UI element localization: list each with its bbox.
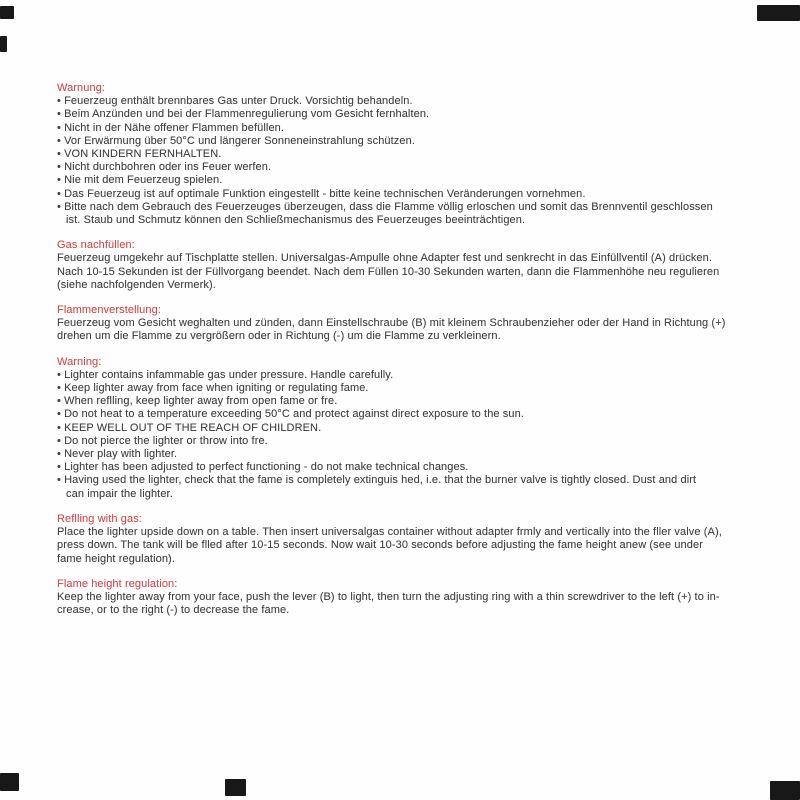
paragraph-line: Place the lighter upside down on a table. Then insert universalgas container without adapter frmly and vertically into the fller valve (A), bbox=[57, 526, 722, 539]
paragraph-line: Feuerzeug vom Gesicht weghalten und zünden, dann Einstellschraube (B) mit kleinem Schraubenzieher oder der Hand in Richtung (+) bbox=[57, 317, 726, 330]
section-heading: Warning: bbox=[57, 355, 102, 368]
paragraph-line: (siehe nachfolgenden Vermerk). bbox=[57, 278, 216, 291]
bullet-line: • Lighter has been adjusted to perfect functioning - do not make technical changes. bbox=[57, 461, 469, 474]
section-warning bbox=[57, 356, 767, 501]
paragraph-line: press down. The tank will be flled after 10-15 seconds. Now wait 10-30 seconds before adjusting the fame height anew (see under bbox=[57, 539, 703, 552]
section-heading: Reflling with gas: bbox=[57, 512, 142, 525]
section-heading: Flame height regulation: bbox=[57, 577, 178, 590]
section-flame-height-regulation bbox=[57, 578, 767, 618]
bullet-line: • Das Feuerzeug ist auf optimale Funktion eingestellt - bitte keine technischen Veränderungen vornehmen. bbox=[57, 187, 586, 200]
scan-mark-left-edge bbox=[0, 36, 7, 52]
paragraph-line: fame height regulation). bbox=[57, 552, 175, 565]
section-reflling-with-gas bbox=[57, 513, 767, 566]
paragraph-line: Keep the lighter away from your face, push the lever (B) to light, then turn the adjusting ring with a thin screwdriver to the left (+) to in- bbox=[57, 590, 720, 603]
bullet-line: • Nie mit dem Feuerzeug spielen. bbox=[57, 174, 223, 187]
scan-mark-top-right bbox=[757, 5, 800, 21]
scan-mark-top-left bbox=[0, 6, 14, 19]
section-heading: Flammenverstellung: bbox=[57, 304, 161, 317]
bullet-line: • Nicht in der Nähe offener Flammen befüllen. bbox=[57, 121, 285, 134]
leaflet-text-content bbox=[57, 82, 767, 629]
bullet-line: • When reflling, keep lighter away from open fame or fre. bbox=[57, 395, 338, 408]
scan-mark-bottom-center bbox=[225, 779, 246, 796]
bullet-line: • Keep lighter away from face when igniting or regulating fame. bbox=[57, 382, 369, 395]
bullet-line: ist. Staub und Schmutz können den Schließmechanismus des Feuerzeuges beeinträchtigen. bbox=[66, 214, 526, 227]
bullet-line: • Never play with lighter. bbox=[57, 448, 178, 461]
bullet-line: • Do not heat to a temperature exceeding 50°C and protect against direct exposure to the sun. bbox=[57, 408, 524, 421]
bullet-line: • Vor Erwärmung über 50°C und längerer Sonneneinstrahlung schützen. bbox=[57, 134, 415, 147]
paragraph-line: crease, or to the right (-) to decrease the fame. bbox=[57, 604, 290, 617]
bullet-line: • KEEP WELL OUT OF THE REACH OF CHILDREN. bbox=[57, 421, 322, 434]
section-gas-nachfuellen bbox=[57, 239, 767, 292]
paragraph-line: drehen um die Flamme zu vergrößern oder in Richtung (-) um die Flamme zu verkleinern. bbox=[57, 330, 501, 343]
bullet-line: • Bitte nach dem Gebrauch des Feuerzeuges überzeugen, dass die Flamme völlig erloschen und somit das Brennventil geschlossen bbox=[57, 200, 713, 213]
bullet-line: can impair the lighter. bbox=[66, 487, 173, 500]
section-heading: Gas nachfüllen: bbox=[57, 239, 135, 252]
paragraph-line: Feuerzeug umgekehr auf Tischplatte stellen. Universalgas-Ampulle ohne Adapter fest und senkrecht in das Einfüllventil (A) drücken. bbox=[57, 252, 713, 265]
bullet-line: • Nicht durchbohren oder ins Feuer werfen. bbox=[57, 161, 272, 174]
scan-mark-bottom-left bbox=[0, 773, 19, 791]
bullet-line: • Feuerzeug enthält brennbares Gas unter Druck. Vorsichtig behandeln. bbox=[57, 95, 413, 108]
paragraph-line: Nach 10-15 Sekunden ist der Füllvorgang beendet. Nach dem Füllen 10-30 Sekunden warten, dann die Flammenhöhe neu regulieren bbox=[57, 265, 720, 278]
bullet-line: • Beim Anzünden und bei der Flammenregulierung vom Gesicht fernhalten. bbox=[57, 108, 430, 121]
scan-mark-bottom-right bbox=[770, 781, 800, 800]
bullet-line: • Having used the lighter, check that the fame is completely extinguis hed, i.e. that the burner valve is tightly closed. Dust and dirt bbox=[57, 474, 697, 487]
bullet-line: • VON KINDERN FERNHALTEN. bbox=[57, 148, 222, 161]
bullet-line: • Do not pierce the lighter or throw into fre. bbox=[57, 434, 268, 447]
section-flammenverstellung bbox=[57, 304, 767, 344]
section-heading: Warnung: bbox=[57, 82, 106, 94]
section-warnung bbox=[57, 82, 767, 227]
bullet-line: • Lighter contains infammable gas under pressure. Handle carefully. bbox=[57, 368, 394, 381]
